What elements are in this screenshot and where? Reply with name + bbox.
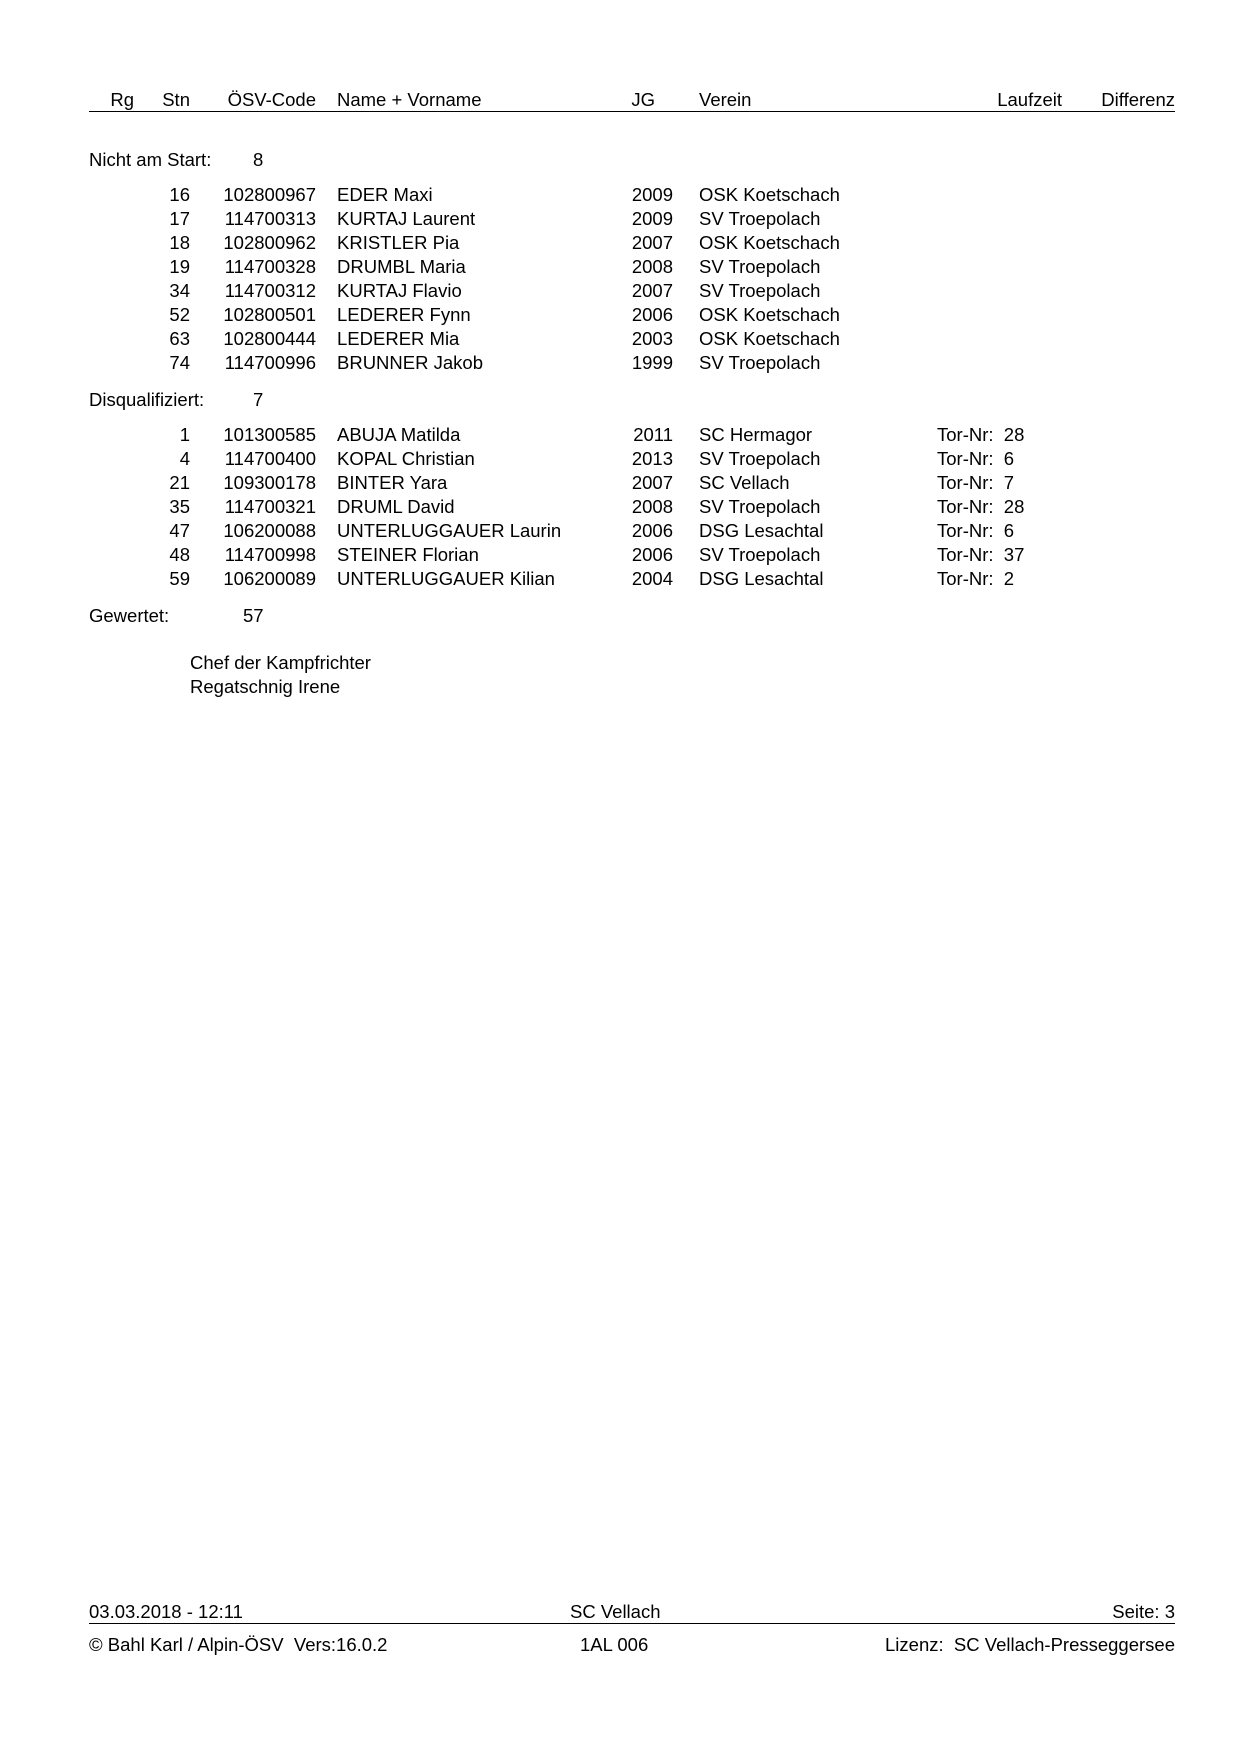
table-row (0, 520, 1240, 544)
athlete-name: EDER Maxi (337, 184, 433, 205)
start-number: 47 (169, 520, 190, 541)
footer-organizer: SC Vellach (570, 1601, 661, 1622)
club: DSG Lesachtal (699, 568, 824, 589)
table-row (0, 424, 1240, 448)
osv-code: 114700321 (224, 496, 316, 517)
start-number: 52 (169, 304, 190, 325)
footer-datetime: 03.03.2018 - 12:11 (89, 1601, 243, 1622)
club: SV Troepolach (699, 208, 821, 229)
birth-year: 2004 (631, 568, 673, 589)
birth-year: 2006 (631, 304, 673, 325)
birth-year: 2009 (631, 208, 673, 229)
footer-license: Lizenz: SC Vellach-Presseggersee (885, 1634, 1175, 1655)
table-row (0, 328, 1240, 352)
footer-page-number: Seite: 3 (1112, 1601, 1175, 1622)
signature-role: Chef der Kampfrichter (190, 652, 371, 673)
birth-year: 2006 (631, 520, 673, 541)
gate-number: Tor-Nr: 28 (937, 424, 1025, 445)
header-rg: Rg (110, 89, 134, 110)
scored-count: 57 (243, 605, 264, 626)
osv-code: 102800501 (223, 304, 316, 325)
osv-code: 109300178 (223, 472, 316, 493)
osv-code: 102800967 (223, 184, 316, 205)
header-verein: Verein (699, 89, 752, 110)
table-row (0, 352, 1240, 376)
club: SC Vellach (699, 472, 790, 493)
athlete-name: KURTAJ Flavio (337, 280, 462, 301)
birth-year: 2013 (631, 448, 673, 469)
athlete-name: ABUJA Matilda (337, 424, 461, 445)
start-number: 59 (169, 568, 190, 589)
footer-divider (89, 1623, 1175, 1624)
start-number: 17 (169, 208, 190, 229)
start-number: 4 (179, 448, 190, 469)
club: OSK Koetschach (699, 232, 840, 253)
club: SV Troepolach (699, 280, 821, 301)
header-laufzeit: Laufzeit (997, 89, 1062, 110)
scored-label: Gewertet: (89, 605, 170, 626)
table-row (0, 544, 1240, 568)
club: OSK Koetschach (699, 328, 840, 349)
start-number: 18 (169, 232, 190, 253)
table-row (0, 184, 1240, 208)
birth-year: 2008 (631, 256, 673, 277)
gate-number: Tor-Nr: 7 (937, 472, 1015, 493)
club: SV Troepolach (699, 256, 821, 277)
table-row (0, 472, 1240, 496)
not-started-label: Nicht am Start: (89, 149, 212, 170)
athlete-name: STEINER Florian (337, 544, 479, 565)
table-row (0, 448, 1240, 472)
start-number: 48 (169, 544, 190, 565)
table-row (0, 232, 1240, 256)
osv-code: 114700996 (224, 352, 316, 373)
athlete-name: KURTAJ Laurent (337, 208, 476, 229)
start-number: 19 (169, 256, 190, 277)
birth-year: 2007 (631, 232, 673, 253)
athlete-name: DRUMBL Maria (337, 256, 466, 277)
table-row (0, 568, 1240, 592)
birth-year: 2007 (631, 280, 673, 301)
signature-person: Regatschnig Irene (190, 676, 341, 697)
start-number: 21 (169, 472, 190, 493)
osv-code: 114700998 (224, 544, 316, 565)
club: SC Hermagor (699, 424, 813, 445)
disqualified-count: 7 (253, 389, 264, 410)
birth-year: 2003 (631, 328, 673, 349)
athlete-name: UNTERLUGGAUER Kilian (337, 568, 555, 589)
gate-number: Tor-Nr: 37 (937, 544, 1025, 565)
gate-number: Tor-Nr: 6 (937, 520, 1015, 541)
athlete-name: DRUML David (337, 496, 455, 517)
athlete-name: LEDERER Mia (337, 328, 460, 349)
gate-number: Tor-Nr: 28 (937, 496, 1025, 517)
table-row (0, 256, 1240, 280)
osv-code: 114700400 (224, 448, 316, 469)
birth-year: 2011 (633, 424, 673, 445)
osv-code: 102800444 (223, 328, 316, 349)
birth-year: 2008 (631, 496, 673, 517)
club: SV Troepolach (699, 352, 821, 373)
disqualified-label: Disqualifiziert: (89, 389, 205, 410)
athlete-name: UNTERLUGGAUER Laurin (337, 520, 562, 541)
start-number: 63 (169, 328, 190, 349)
club: SV Troepolach (699, 496, 821, 517)
athlete-name: BINTER Yara (337, 472, 448, 493)
table-row (0, 496, 1240, 520)
osv-code: 114700328 (224, 256, 316, 277)
header-divider (89, 111, 1175, 112)
osv-code: 114700313 (224, 208, 316, 229)
birth-year: 2007 (631, 472, 673, 493)
osv-code: 101300585 (223, 424, 316, 445)
header-osv-code: ÖSV-Code (227, 89, 316, 110)
table-row (0, 280, 1240, 304)
header-jg: JG (631, 89, 655, 110)
header-differenz: Differenz (1101, 89, 1175, 110)
start-number: 35 (169, 496, 190, 517)
osv-code: 106200088 (223, 520, 316, 541)
club: OSK Koetschach (699, 184, 840, 205)
osv-code: 106200089 (223, 568, 316, 589)
gate-number: Tor-Nr: 2 (937, 568, 1015, 589)
birth-year: 2009 (631, 184, 673, 205)
header-name: Name + Vorname (337, 89, 482, 110)
birth-year: 2006 (631, 544, 673, 565)
footer-race-code: 1AL 006 (580, 1634, 649, 1655)
club: OSK Koetschach (699, 304, 840, 325)
club: DSG Lesachtal (699, 520, 824, 541)
club: SV Troepolach (699, 544, 821, 565)
not-started-count: 8 (253, 149, 264, 170)
osv-code: 114700312 (224, 280, 316, 301)
athlete-name: LEDERER Fynn (337, 304, 471, 325)
athlete-name: KRISTLER Pia (337, 232, 460, 253)
start-number: 1 (179, 424, 190, 445)
start-number: 16 (169, 184, 190, 205)
athlete-name: BRUNNER Jakob (337, 352, 483, 373)
gate-number: Tor-Nr: 6 (937, 448, 1015, 469)
start-number: 34 (169, 280, 190, 301)
table-row (0, 208, 1240, 232)
table-row (0, 304, 1240, 328)
footer-copyright: © Bahl Karl / Alpin-ÖSV Vers:16.0.2 (89, 1634, 388, 1655)
club: SV Troepolach (699, 448, 821, 469)
header-stn: Stn (162, 89, 190, 110)
birth-year: 1999 (631, 352, 673, 373)
osv-code: 102800962 (223, 232, 316, 253)
athlete-name: KOPAL Christian (337, 448, 475, 469)
start-number: 74 (169, 352, 190, 373)
